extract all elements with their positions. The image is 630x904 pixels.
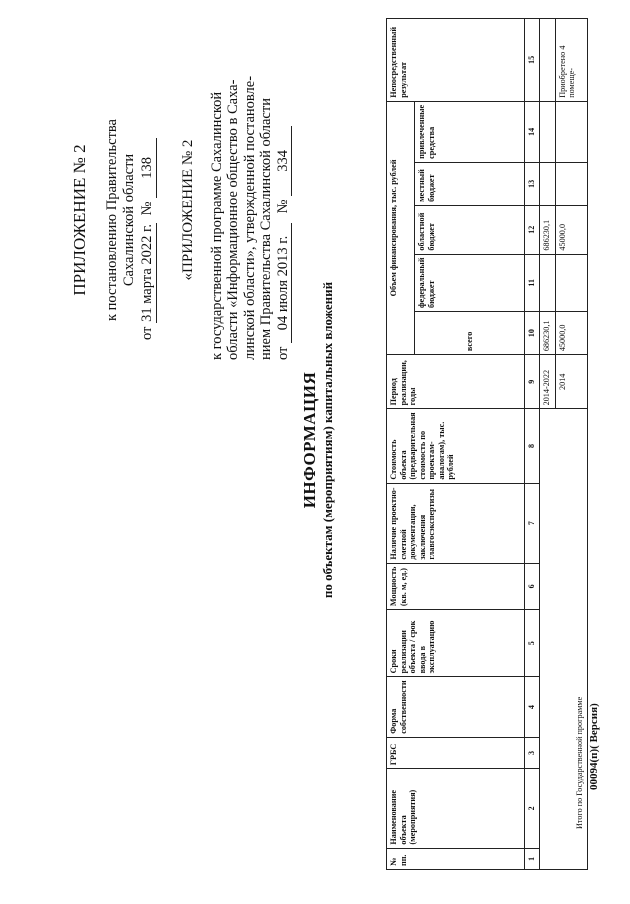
row-regional: 686230,1 bbox=[539, 205, 555, 254]
decree-date: 31 марта 2022 г. bbox=[139, 224, 155, 322]
decree-no-label: № bbox=[139, 201, 155, 216]
col-number: 10 bbox=[525, 312, 540, 355]
decree-to: к постановлению Правительства bbox=[104, 119, 120, 321]
header-funding: Объем финансирования, тыс. рублей bbox=[387, 101, 415, 354]
col-number: 13 bbox=[525, 162, 540, 205]
capital-investment-table bbox=[386, 18, 588, 870]
program-header bbox=[180, 60, 292, 360]
program-date: 04 июля 2013 г. bbox=[275, 223, 293, 343]
row-period: 2014-2022 bbox=[539, 355, 555, 409]
footer-code: 00094(п)( Версия) bbox=[588, 703, 600, 790]
col-number: 11 bbox=[525, 254, 540, 311]
program-line-1: к государственной программе Сахалинской bbox=[208, 91, 225, 360]
col-number: 2 bbox=[525, 769, 540, 848]
row-regional: 45000,0 bbox=[555, 205, 587, 254]
total-row-label: Итого по Государственной программе bbox=[539, 409, 587, 870]
header-grbs: ГРБС bbox=[387, 737, 525, 768]
header-result: Непосредственный результат bbox=[387, 19, 525, 102]
col-number: 6 bbox=[525, 563, 540, 609]
header-name: Наименование объекта (мероприятия) bbox=[387, 769, 525, 848]
decree-from: от bbox=[139, 326, 155, 340]
program-from: от bbox=[274, 346, 291, 360]
decree-no: 138 bbox=[138, 138, 157, 198]
program-line-3: линской области», утвержденной постановле- bbox=[241, 75, 258, 360]
col-number: 9 bbox=[525, 355, 540, 409]
program-line-2: области «Информационное общество в Саха- bbox=[225, 79, 241, 360]
header-period: Период реализации, годы bbox=[387, 355, 525, 409]
col-number: 15 bbox=[525, 19, 540, 102]
col-number: 4 bbox=[525, 677, 540, 737]
table-row bbox=[539, 19, 555, 870]
header-cost: Стоимость объекта (предварительная стоимость по проектам-аналогам), тыс. рублей bbox=[387, 409, 525, 483]
row-result bbox=[539, 19, 555, 102]
header-federal: федеральный бюджет bbox=[415, 254, 525, 311]
header-power: Мощность (кв. м, ед.) bbox=[387, 563, 525, 609]
row-result: Приобретено 4 помеще- bbox=[555, 19, 587, 102]
row-total: 686230,1 bbox=[539, 312, 555, 355]
program-no: 334 bbox=[275, 126, 293, 196]
col-number: 5 bbox=[525, 610, 540, 677]
header-regional: областной бюджет bbox=[415, 205, 525, 254]
decree-header bbox=[70, 100, 157, 340]
header-psd: Наличие проектно-сметной документации, заключения главгосэкспертизы bbox=[387, 483, 525, 563]
col-number: 12 bbox=[525, 205, 540, 254]
header-form: Форма собственности bbox=[387, 677, 525, 737]
header-terms: Сроки реализации объекта / срок ввода в эксплуатацию bbox=[387, 610, 525, 677]
decree-region: Сахалинской области bbox=[121, 153, 137, 287]
header-total: всего bbox=[415, 312, 525, 355]
old-appendix-title: «ПРИЛОЖЕНИЕ № 2 bbox=[180, 139, 196, 281]
header-local: местный бюджет bbox=[415, 162, 525, 205]
col-number: 3 bbox=[525, 737, 540, 768]
col-number: 14 bbox=[525, 101, 540, 162]
header-num: № пп. bbox=[387, 848, 525, 869]
col-number: 1 bbox=[525, 848, 540, 869]
program-line-4: нием Правительства Сахалинской области bbox=[258, 98, 274, 360]
header-private: привлеченные средства bbox=[415, 101, 525, 162]
row-period: 2014 bbox=[555, 355, 587, 409]
col-number: 7 bbox=[525, 483, 540, 563]
program-no-label: № bbox=[274, 199, 291, 214]
col-number: 8 bbox=[525, 409, 540, 483]
row-total: 45000,0 bbox=[555, 312, 587, 355]
document-title bbox=[300, 260, 336, 620]
appendix-title: ПРИЛОЖЕНИЕ № 2 bbox=[70, 144, 89, 296]
doc-title: ИНФОРМАЦИЯ bbox=[300, 371, 319, 509]
doc-subtitle: по объектам (мероприятиям) капитальных вложений bbox=[320, 281, 335, 599]
